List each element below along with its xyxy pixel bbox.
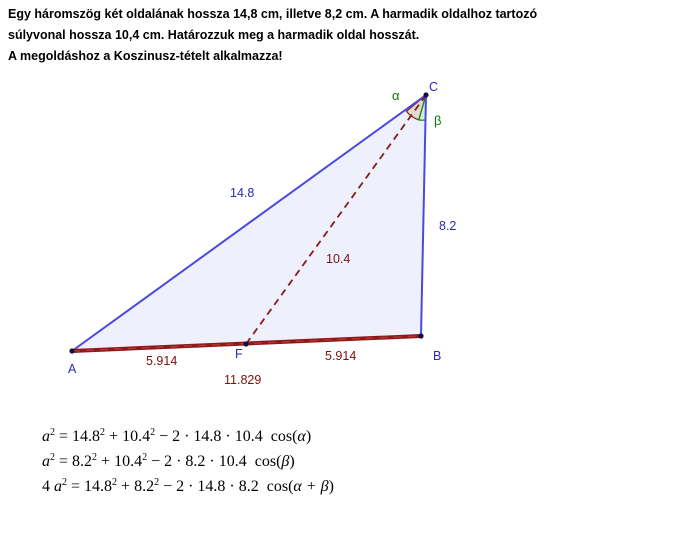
formula-2-b2: 10.4 [114,453,143,470]
point-label-c: C [429,80,439,94]
formula-3-c1: 2 [176,478,185,495]
formula-1-b1-exp: 2 [100,427,106,438]
length-label-ac: 14.8 [230,186,255,200]
length-label-cf: 10.4 [326,252,351,266]
formula-1-b2-exp: 2 [150,427,156,438]
formula-block [42,424,334,499]
length-label-ab: 11.829 [224,373,262,387]
angle-label-alpha: α [392,88,400,103]
formula-2-c3: 10.4 [218,453,247,470]
point-b [418,333,423,338]
formula-1-c3: 10.4 [234,428,263,445]
point-a [69,348,74,353]
formula-3-b2-exp: 2 [154,477,160,488]
formula-1-c1: 2 [172,428,181,445]
problem-line-1: Egy háromszög két oldalának hossza 14,8 cm, illetve 8,2 cm. A harmadik oldalhoz tartozó [8,7,538,21]
formula-line-1: $a^2 = 14.8^2 + 10.4^2 - 2 \cdot 14.8 \cdot 10.4$ cos(α) [42,427,312,445]
formula-3-b1-exp: 2 [112,477,118,488]
point-f [243,341,248,346]
point-label-a: A [68,362,77,376]
problem-line-2: súlyvonal hossza 10,4 cm. Határozzuk meg a harmadik oldal hosszát. [8,28,420,42]
formula-2-c1: 2 [164,453,173,470]
formula-2-b1: 8.2 [72,453,93,470]
formula-1-lhs-exp: 2 [50,427,55,438]
formula-1-func: cos [270,428,293,445]
formula-3-c3: 8.2 [238,478,259,495]
formula-1-b2: 10.4 [122,428,151,445]
formula-1-lhs-var: a [42,428,50,445]
formula-3-b2: 8.2 [134,478,155,495]
formula-2-lhs-exp: 2 [50,452,55,463]
formula-2-b1-exp: 2 [92,452,98,463]
formula-3-arg: α + β [293,478,329,495]
formula-3-lhs-var: a [54,478,62,495]
point-label-f: F [235,347,243,361]
formula-2-lhs-var: a [42,453,50,470]
problem-line-3: A megoldáshoz a Koszinusz-tételt alkalmazza! [8,49,283,63]
formula-3-lhs-exp: 2 [62,477,67,488]
formula-3-c2: 14.8 [197,478,226,495]
formula-3-lhs-coef: 4 [42,478,50,495]
formula-1-b1: 14.8 [72,428,101,445]
formula-2-c2: 8.2 [185,453,206,470]
formula-1-c2: 14.8 [193,428,222,445]
formula-1-arg: α [297,428,306,445]
point-label-b: B [433,349,442,363]
formula-2-arg: β [281,453,290,470]
formula-2-func: cos [254,453,277,470]
formula-line-2: $a^2 = 8.2^2 + 10.4^2 - 2 \cdot 8.2 \cdot 10.4$ cos(β) [42,452,295,470]
length-label-bc: 8.2 [439,219,457,233]
formula-2-b2-exp: 2 [142,452,148,463]
angle-label-beta: β [434,113,442,128]
length-label-fb: 5.914 [325,349,357,363]
length-label-af: 5.914 [146,354,178,368]
point-c [423,92,428,97]
formula-3-func: cos [266,478,289,495]
formula-3-b1: 14.8 [84,478,113,495]
formula-line-3: 4 $a^2 = 14.8^2 + 8.2^2 - 2 \cdot 14.8 \cdot 8.2$ cos(α + β) [42,477,334,495]
